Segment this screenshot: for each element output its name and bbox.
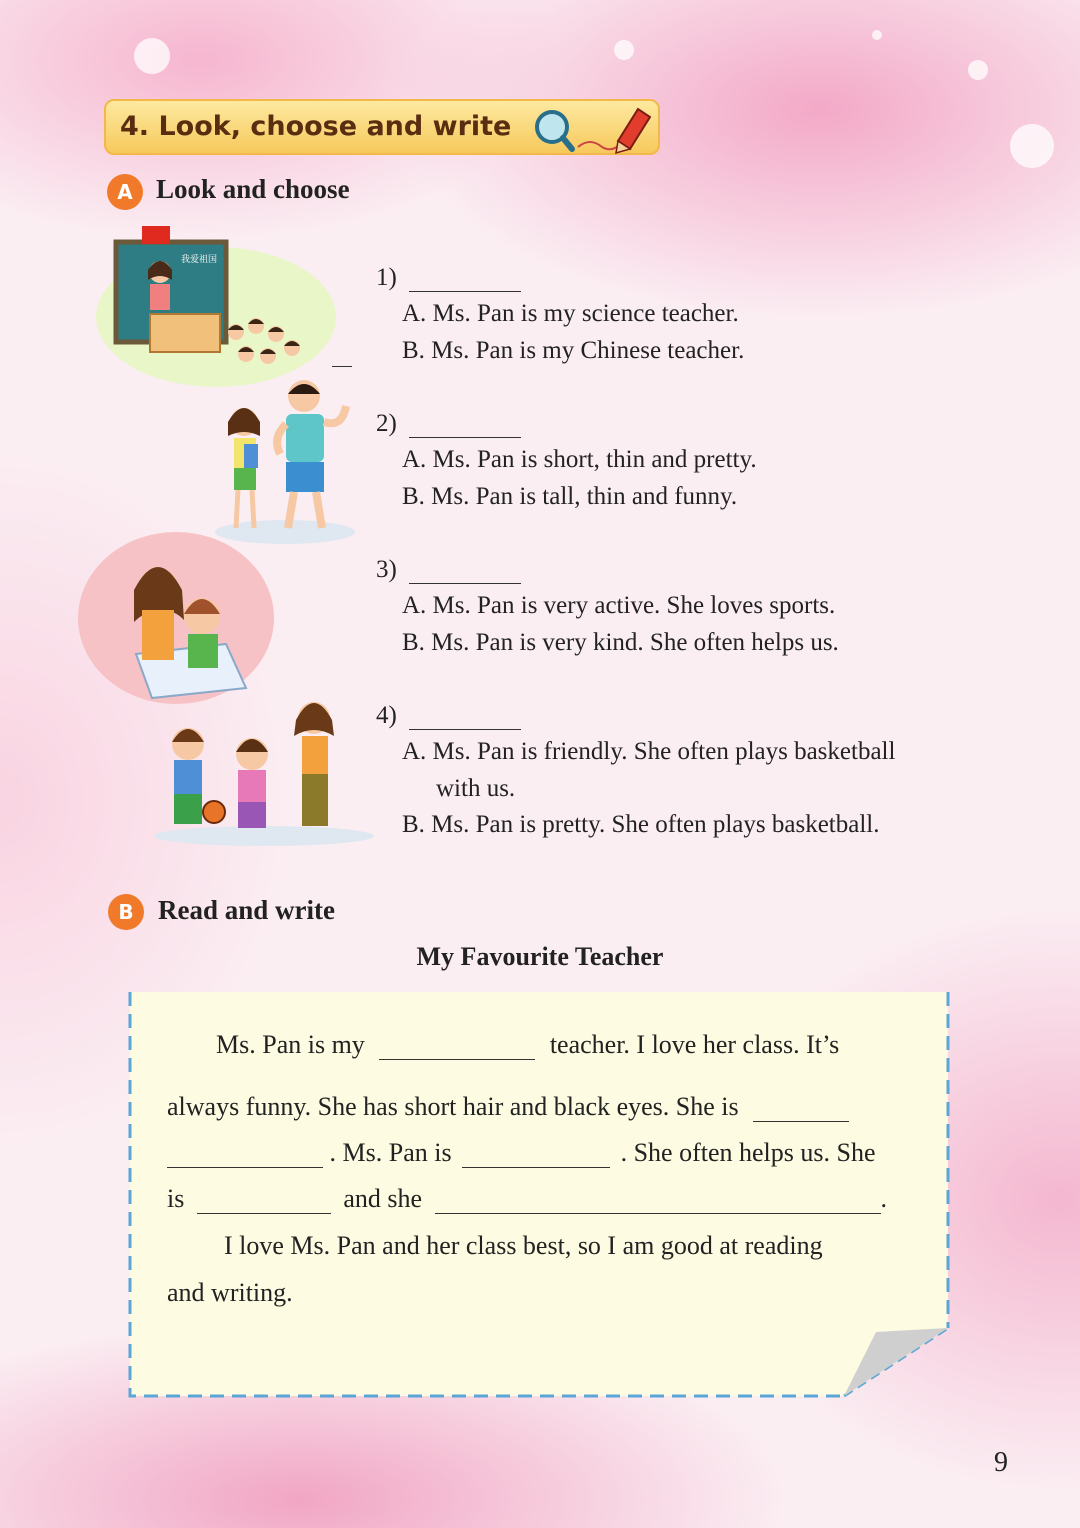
passage-title: My Favourite Teacher [416, 942, 664, 971]
passage-text: teacher. I love her class. It’s [549, 1030, 840, 1059]
stray-dash [332, 366, 352, 367]
passage-text: . [880, 1184, 888, 1213]
page-number: 9 [994, 1447, 1008, 1478]
fill-blank-personality[interactable] [462, 1141, 610, 1168]
exercise-title: 4. Look, choose and write [120, 111, 512, 142]
passage-line-1 [216, 1030, 839, 1060]
answer-blank[interactable] [409, 265, 521, 292]
passage-text: I love Ms. Pan and her class best, so I am good at reading [224, 1231, 823, 1260]
fill-blank-looks[interactable] [753, 1095, 849, 1122]
passage-text: and she [343, 1184, 423, 1213]
pencil-icon [616, 109, 650, 153]
question-number-label: 3) [376, 556, 397, 583]
classroom-illustration [96, 222, 346, 387]
fill-blank-looks-2[interactable] [167, 1141, 323, 1168]
teacher-helping-boy-illustration [76, 530, 276, 705]
basketball-illustration [144, 698, 374, 848]
question-2-number [376, 410, 521, 438]
fill-blank-activity[interactable] [435, 1187, 881, 1214]
passage-line-4 [167, 1184, 887, 1214]
passage-text: . Ms. Pan is [329, 1138, 452, 1167]
passage-line-6 [167, 1278, 293, 1308]
board-text: 我爱祖国 [181, 255, 218, 265]
question-number-label: 2) [376, 410, 397, 437]
question-4-number [376, 702, 521, 730]
option-1a: A. Ms. Pan is my science teacher. [402, 300, 739, 327]
passage-text: and writing. [167, 1278, 293, 1307]
decor-bubble [1010, 124, 1054, 168]
option-1b: B. Ms. Pan is my Chinese teacher. [402, 337, 745, 364]
fill-blank-subject[interactable] [379, 1033, 535, 1060]
section-a-badge: A [107, 174, 143, 210]
answer-blank[interactable] [409, 703, 521, 730]
magnifier-icon [537, 112, 572, 149]
decor-bubble [968, 60, 988, 80]
teacher-and-girl-illustration [200, 372, 360, 547]
option-3a: A. Ms. Pan is very active. She loves sports. [402, 592, 836, 619]
passage-text: always funny. She has short hair and black eyes. She is [167, 1092, 739, 1121]
banner-icons [526, 103, 656, 155]
section-a-title: Look and choose [156, 174, 350, 204]
decor-bubble [134, 38, 170, 74]
passage-line-5 [224, 1231, 823, 1261]
passage-line-2 [167, 1092, 849, 1122]
passage-text: . She often helps us. She [620, 1138, 876, 1167]
option-2b: B. Ms. Pan is tall, thin and funny. [402, 483, 738, 510]
option-4a-cont: with us. [436, 775, 516, 802]
option-4b: B. Ms. Pan is pretty. She often plays basketball. [402, 811, 880, 838]
option-4a: A. Ms. Pan is friendly. She often plays basketball [402, 738, 896, 765]
question-number-label: 4) [376, 702, 397, 729]
passage-line-3 [167, 1138, 876, 1168]
section-b-title: Read and write [158, 895, 335, 925]
answer-blank[interactable] [409, 411, 521, 438]
passage-text: is [167, 1184, 185, 1213]
passage-text: Ms. Pan is my [216, 1030, 365, 1059]
option-3b: B. Ms. Pan is very kind. She often helps us. [402, 629, 839, 656]
exercise-banner [104, 99, 660, 155]
answer-blank[interactable] [409, 557, 521, 584]
option-2a: A. Ms. Pan is short, thin and pretty. [402, 446, 757, 473]
decor-bubble [872, 30, 882, 40]
question-1-number [376, 264, 521, 292]
fill-blank-trait[interactable] [197, 1187, 331, 1214]
section-b-badge: B [108, 894, 144, 930]
question-number-label: 1) [376, 264, 397, 291]
decor-bubble [614, 40, 634, 60]
question-3-number [376, 556, 521, 584]
